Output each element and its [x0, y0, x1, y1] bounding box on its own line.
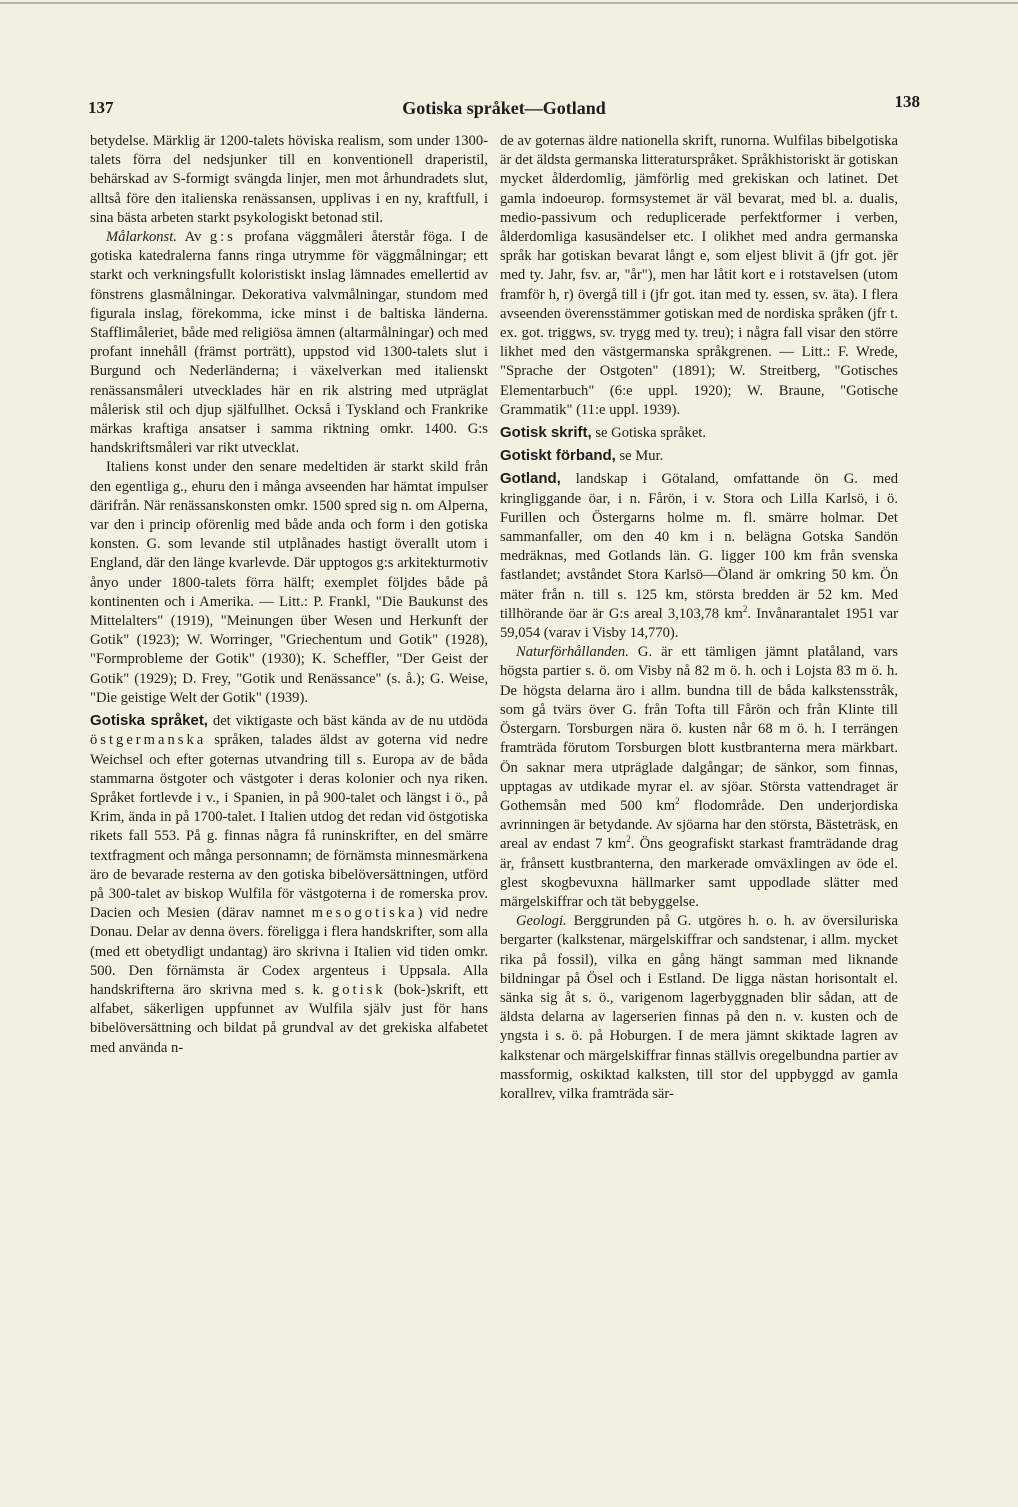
- paragraph-geologi: [500, 912, 898, 1104]
- text-run: Av: [176, 229, 210, 246]
- left-column: [90, 132, 488, 1058]
- superscript: 2: [626, 834, 631, 845]
- entry-gotland: [500, 469, 898, 643]
- text-run: ) vid nedre Donau. Delar av denna övers. föreligga i flera handskrifter, som alla (med ett obetydligt undantag) äro skrivna i Italien vid tiden omkr. 500. Den förnämsta är Codex argenteus i Uppsala. Alla handskrifterna äro skrivna med s. k.: [90, 905, 488, 998]
- entry-gotiskt-forband: [500, 446, 898, 466]
- paragraph: de av goternas äldre nationella skrift, runorna. Wulfilas bibelgotiska är det äldsta germanska litteraturspråket. Språkhistoriskt är gotiskan mycket ålderdomlig, jämförlig med grekiskan och latinet. Det gamla indoeurop. formsystemet är väl bevarat, med bl. a. dualis, medio-passivum och reduplicerade perfektformer i verben, ålderdomliga kasusändelser etc. I olikhet med andra germanska språk har gotiskan bevarat långt e, som eljest blivit ā (jfr got. jēr med ty. Jahr, fsv. ar, "år"), men har låtit kort e i rotstavelsen (utom framför h, r) övergå till i (jfr got. itan med ty. essen, sv. äta). I flera avseenden överensstämmer gotiskan med de nordiska språken (jfr t. ex. got. triggws, sv. trygg med ty. treu); i några fall visar den större likhet med den västgermanska språkgrenen. — Litt.: F. Wrede, "Sprache der Ostgoten" (1891); W. Streitberg, "Gotisches Elementarbuch" (6:e uppl. 1920); W. Braune, "Gotische Grammatik" (11:e uppl. 1939).: [500, 133, 898, 418]
- right-column: [500, 132, 898, 1104]
- spaced-text: gotisk: [331, 981, 386, 998]
- text-run: se Gotiska språket.: [591, 425, 706, 442]
- text-run: . Öns geografiskt starkast framträdande drag är, frånsett kustbranterna, den markerade omväxlingen av öde el. glest skogbevuxna hällmarker samt uppodlade slätter med märgelskiffrar och tät bebyggelse.: [500, 836, 898, 910]
- spaced-text: mesogotiska: [311, 905, 418, 922]
- text-run: språken, talades äldst av goterna vid nedre Weichsel och efter goternas utvandring till s. Europa av de båda stammarna östgoter och västgoter i deras kolonier och nya riken. Språket fortlevde i v., i Spanien, in på 900-talet och längst i ö., på Krim, ända in på 1700-talet. I Italien utdog det redan vid östgotiska rikets fall 553. På g. finnas några få runinskrifter, en del smärre textfragment och många personnamn; de förnämsta minnesmärkena äro de bevarade resterna av den gotiska bibelöversättningen, utförd på 300-talet av biskop Wulfila för västgoterna i de romerska prov. Dacien och Mesien (därav namnet: [90, 732, 488, 922]
- page-number-right: 138: [894, 92, 920, 111]
- spaced-text: östgermanska: [90, 732, 207, 749]
- entry-headword: Gotland,: [500, 470, 561, 488]
- paragraph: Italiens konst under den senare medeltiden är starkt skild från den egentliga g., ehuru den i många avseenden har hämtat impulser därifrån. När renässanskonsten omkr. 1500 spred sig n. om Alperna, var den i princip oförenlig med både anda och form i den gotiska konsten. G. som levande stil utplånades hastigt överallt utom i England, där den länge kvarlevde. Där upptogos g:s arkitekturmotiv ånyo under 1800-talets förra hälft; exemplet följdes både på kontinenten och i Amerika. — Litt.: P. Frankl, "Die Baukunst des Mittelalters" (1919), "Meinungen über Wesen und Herkunft der Gotik" (1923); W. Worringer, "Griechentum und Gotik" (1928), "Formprobleme der Gotik" (1930); K. Scheffler, "Der Geist der Gotik" (1929); D. Frey, "Gotik und Renässance" (s. å.); G. Weise, "Die geistige Welt der Gotik" (1939).: [90, 459, 488, 706]
- paragraph-naturforhallanden: [500, 643, 898, 912]
- page-header: [88, 92, 920, 124]
- page-number-left: 137: [88, 98, 114, 117]
- text-run: Berggrunden på G. utgöres h. o. h. av översiluriska bergarter (kalkstenar, märgelskiffrar och sandstenar, i allm. mycket rika på fossil), vilka en gång hängt samman med liknande bildningar på Ösel och i Estland. De ligga nästan horisontalt el. sänka sig åt s. ö., varigenom lagerbyggnaden blir sådan, att de äldsta delarna av lagerserien finnas på den n. v. kusten och de yngsta i s. ö. på Hoburgen. I de mera jämnt skiktade lagren av kalkstenar och märgelskiffrar finnas ställvis oregelbundna partier av massformig, oskiktad kalksten, till stor del uppbyggd av gamla korallrev, vilka framträda sär-: [500, 913, 898, 1102]
- superscript: 2: [742, 604, 748, 615]
- entry-gotiska-spraket: [90, 711, 488, 1058]
- text-run: landskap i Götaland, omfattande ön G. med kringliggande öar, i n. Fårön, i v. Stora och Lilla Karlsö, i ö. Furillen och Östergarns holme m. fl. smärre holmar. Det sammanfaller, om den 40 km i n. belägna Gotska Sandön medräknas, med Gotlands län. G. ligger 100 km från svenska fastlandet; avståndet Stora Karlsö—Öland är omkring 50 km. Ön mäter från n. till s. 125 km, största bredden är 52 km. Med tillhörande öar är G:s areal 3,103,78 km: [500, 471, 898, 622]
- paragraph-malarkonst: [90, 228, 488, 458]
- top-rule: [0, 2, 1018, 4]
- paragraph: betydelse. Märklig är 1200-talets höviska realism, som under 1300-talets förra del nedsjunker till en konventionell draperistil, behärskad av S-formigt svängda linjer, men mot århundradets slut, alltså före den italienska renässansen, upplivas i en ny, kraftfull, i sina bästa arbeten starkt psykologiskt betonad stil.: [90, 133, 488, 226]
- text-run: flodområde. Den underjordiska avrinningen är betydande. Av sjöarna har den största, Bästeträsk, en areal av endast 7 km: [500, 797, 898, 853]
- subheading: Målarkonst.: [106, 229, 177, 246]
- entry-headword: Gotiskt förband,: [500, 447, 616, 465]
- subheading: Geologi.: [516, 913, 567, 930]
- text-run: det viktigaste och bäst kända av de nu utdöda: [207, 713, 488, 730]
- entry-headword: Gotiska språket,: [90, 712, 208, 730]
- subheading: Naturförhållanden.: [516, 644, 629, 661]
- superscript: 2: [675, 796, 680, 807]
- text-run: (bok-)skrift, ett alfabet, säkerligen uppfunnet av Wulfila själv just för hans bibelöversättning och bildat på grundval av det grekiska alfabetet med använda n-: [90, 981, 488, 1056]
- entry-gotisk-skrift: [500, 423, 898, 443]
- running-head: Gotiska språket—Gotland: [402, 98, 606, 118]
- text-run: . Invånarantalet 1951 var 59,054 (varav i Visby 14,770).: [500, 605, 898, 642]
- text-run: se Mur.: [615, 448, 664, 465]
- entry-headword: Gotisk skrift,: [500, 424, 592, 442]
- spaced-text: g:s: [209, 229, 236, 246]
- text-run: profana väggmåleri återstår föga. I de gotiska katedralerna fanns ringa utrymme för väggmålningar; ett starkt och verkningsfullt koloristiskt inslag lämnades emellertid av fönstrens glasmålningar. Dekorativa valvmålningar, stundom med figurala inslag, förekomma, icke minst i de baltiska länderna. Stafflimåleriet, både med religiösa ämnen (altarmålningar) och med profant innehåll (främst porträtt), uppstod vid 1300-talets slut i Burgund och Nederländerna; i växelverkan med italienskt renässansmåleri utvecklades här en rik alstring med utpräglat målerisk stil och djup själfullhet. Också i Tyskland och Frankrike märkas kraftiga ansatser i samma riktning omkr. 1400. G:s handskriftsmåleri var rikt utvecklat.: [90, 229, 488, 457]
- text-run: G. är ett tämligen jämnt platåland, vars högsta partier s. ö. om Visby nå 82 m ö. h. och i Lojsta 83 m ö. h. De högsta delarna äro i allm. bundna till de båda kalkstensstråk, som gå tvärs över G. från Tofta till Fårön och från Klinte till Östergarn. Torsburgen nära ö. kusten når 68 m ö. h. I terrängen framträda förutom Torsburgen blott kustbranterna mera märkbart. Ön saknar mera utpräglade dalgångar; de sänkor, som finnas, upptagas av utdikade myrar el. av sjöar. Största vattendraget är Gothemsån med 500 km: [500, 644, 898, 814]
